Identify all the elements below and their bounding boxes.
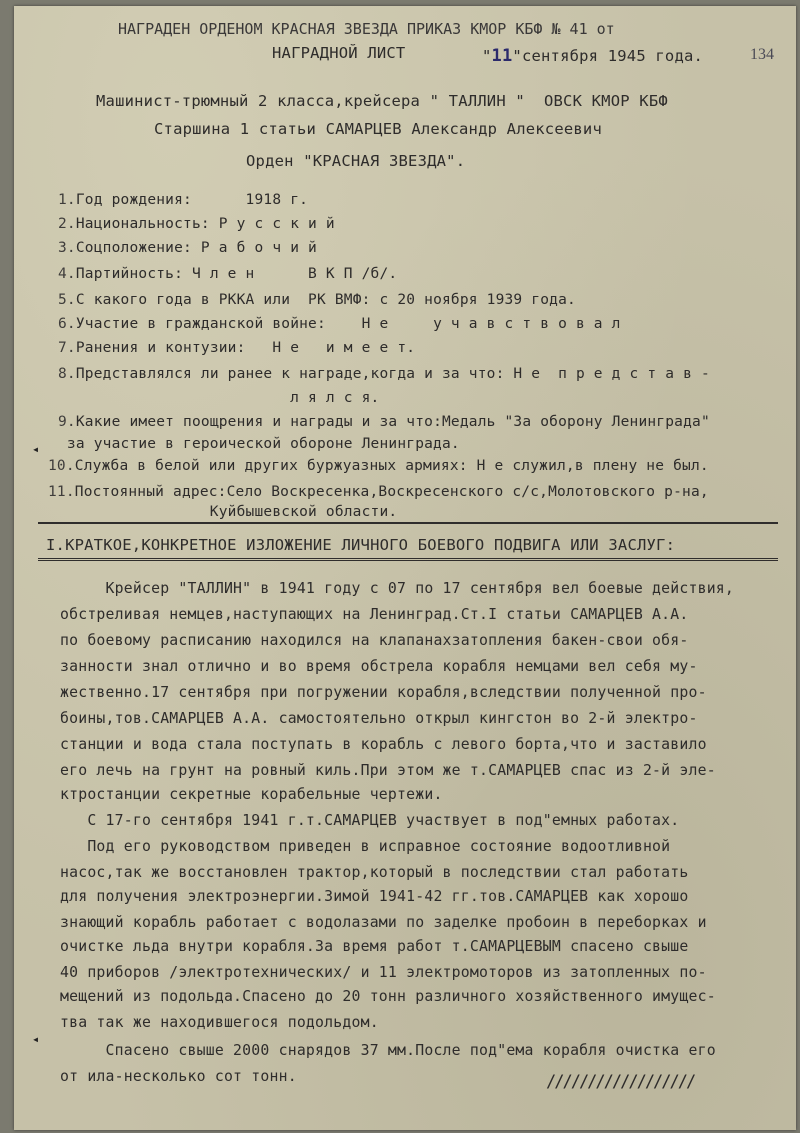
narrative-line: боины,тов.САМАРЦЕВ А.А. самостоятельно открыл кингстон во 2-й электро- — [60, 710, 698, 727]
questionnaire-item-number: 1. — [58, 192, 76, 208]
questionnaire-item-text: за участие в героической обороне Ленинграда. — [58, 436, 460, 452]
closing-hatch-mark: ////////////////// — [546, 1072, 695, 1092]
name-line: Старшина 1 статьи САМАРЦЕВ Александр Алексеевич — [154, 120, 602, 138]
questionnaire-item-text: Год рождения: 1918 г. — [75, 192, 309, 208]
narrative-line: для получения электроэнергии.Зимой 1941-42 гг.тов.САМАРЦЕВ как хорошо — [60, 888, 689, 905]
questionnaire-item-text: л я л с я. — [58, 390, 380, 406]
questionnaire-item-text: Соцположение: Р а б о ч и й — [75, 240, 317, 256]
questionnaire-item — [58, 390, 379, 406]
questionnaire-item-text: Какие имеет поощрения и награды и за что:Медаль "За оборону Ленинграда" — [75, 414, 710, 430]
questionnaire-item-number: 8. — [58, 366, 76, 382]
questionnaire-item — [58, 316, 621, 332]
questionnaire-item-text: Представлялся ли ранее к награде,когда и за что: Н е п р е д с т а в - — [75, 366, 710, 382]
questionnaire-item — [58, 240, 317, 256]
narrative-line: знающий корабль работает с водолазами по заделке пробоин в переборках и — [60, 914, 707, 931]
questionnaire-item-text: Участие в гражданской войне: Н е у ч а в с т в о в а л — [75, 316, 621, 332]
narrative-line: обстреливая немцев,наступающих на Ленинград.Ст.I статьи САМАРЦЕВ А.А. — [60, 606, 689, 623]
questionnaire-item-text: Служба в белой или других буржуазных армиях: Н е служил,в плену не был. — [74, 458, 709, 474]
questionnaire-item — [48, 458, 709, 474]
questionnaire-item — [48, 484, 709, 500]
narrative-line: тва так же находившегося подольдом. — [60, 1014, 379, 1031]
archive-page-number: 134 — [750, 46, 774, 63]
questionnaire-item-number: 7. — [58, 340, 76, 356]
narrative-line: занности знал отлично и во время обстрела корабля немцами вел себя му- — [60, 658, 698, 675]
narrative-line: Спасено свыше 2000 снарядов 37 мм.После под"ема корабля очистка его — [60, 1042, 716, 1059]
questionnaire-item — [58, 266, 397, 282]
questionnaire-item-number: 2. — [58, 216, 76, 232]
questionnaire-item-number: 3. — [58, 240, 76, 256]
narrative-line: его лечь на грунт на ровный киль.При этом же т.САМАРЦЕВ спас из 2-й эле- — [60, 762, 716, 779]
questionnaire-item-number: 9. — [58, 414, 76, 430]
section-title: I.КРАТКОЕ,КОНКРЕТНОЕ ИЗЛОЖЕНИЕ ЛИЧНОГО БОЕВОГО ПОДВИГА ИЛИ ЗАСЛУГ: — [46, 536, 676, 554]
narrative-line: по боевому расписанию находился на клапанахзатопления бакен-свои обя- — [60, 632, 689, 649]
questionnaire-item-number: 4. — [58, 266, 76, 282]
questionnaire-item-text: Куйбышевской области. — [58, 504, 398, 520]
narrative-line: очистке льда внутри корабля.За время работ т.САМАРЦЕВЫМ спасено свыше — [60, 938, 689, 955]
questionnaire-item — [58, 414, 710, 430]
section-rule-top — [38, 522, 778, 524]
questionnaire-item-text: Ранения и контузии: Н е и м е е т. — [75, 340, 416, 356]
narrative-line: станции и вода стала поступать в корабль с левого борта,что и заставило — [60, 736, 707, 753]
questionnaire-item — [58, 436, 460, 452]
narrative-line: Крейсер "ТАЛЛИН" в 1941 году с 07 по 17 сентября вел боевые действия, — [60, 580, 735, 597]
narrative-line: 40 приборов /электротехнических/ и 11 электромоторов из затопленных по- — [60, 964, 707, 981]
questionnaire-item-text: С какого года в РККА или РК ВМФ: с 20 ноября 1939 года. — [75, 292, 576, 308]
hole-punch-mark: ◂ — [32, 1032, 40, 1046]
date-quote: " — [482, 47, 492, 65]
questionnaire-item-text: Партийность: Ч л е н В К П /б/. — [75, 266, 398, 282]
narrative-line: ктростанции секретные корабельные чертежи. — [60, 786, 443, 803]
questionnaire-item — [58, 504, 397, 520]
questionnaire-item-number: 10. — [48, 458, 75, 474]
narrative-line: С 17-го сентября 1941 г.т.САМАРЦЕВ участвует в под"емных работах. — [60, 812, 680, 829]
award-sheet-page — [14, 6, 796, 1130]
questionnaire-item — [58, 366, 710, 382]
date-rest: "сентября 1945 года. — [512, 47, 704, 65]
section-rule-bottom — [38, 558, 778, 561]
questionnaire-item — [58, 216, 335, 232]
award-line: Орден "КРАСНАЯ ЗВЕЗДА". — [246, 152, 466, 170]
position-line: Машинист-трюмный 2 класса,крейсера " ТАЛЛИН " ОВСК КМОР КБФ — [96, 92, 668, 110]
award-stamp-line: НАГРАДЕН ОРДЕНОМ КРАСНАЯ ЗВЕЗДА ПРИКАЗ КМОР КБФ № 41 от — [118, 20, 615, 38]
questionnaire-item — [58, 340, 415, 356]
narrative-line: Под его руководством приведен в исправное состояние водоотливной — [60, 838, 671, 855]
questionnaire-item-text: Национальность: Р у с с к и й — [75, 216, 335, 232]
narrative-line: мещений из подольда.Спасено до 20 тонн различного хозяйственного имущес- — [60, 988, 716, 1005]
sheet-title: НАГРАДНОЙ ЛИСТ — [272, 44, 406, 62]
hole-punch-mark: ◂ — [32, 442, 40, 456]
questionnaire-item — [58, 192, 308, 208]
date-day: 11 — [491, 46, 513, 66]
narrative-line: насос,так же восстановлен трактор,который в последствии стал работать — [60, 864, 689, 881]
date-line — [482, 46, 703, 66]
questionnaire-item — [58, 292, 576, 308]
questionnaire-item-number: 5. — [58, 292, 76, 308]
questionnaire-item-number: 11. — [48, 484, 75, 500]
questionnaire-item-number: 6. — [58, 316, 76, 332]
narrative-line: жественно.17 сентября при погружении корабля,вследствии полученной про- — [60, 684, 707, 701]
narrative-line: от ила-несколько сот тонн. — [60, 1068, 297, 1085]
questionnaire-item-text: Постоянный адрес:Село Воскресенка,Воскресенского с/с,Молотовского р-на, — [74, 484, 709, 500]
